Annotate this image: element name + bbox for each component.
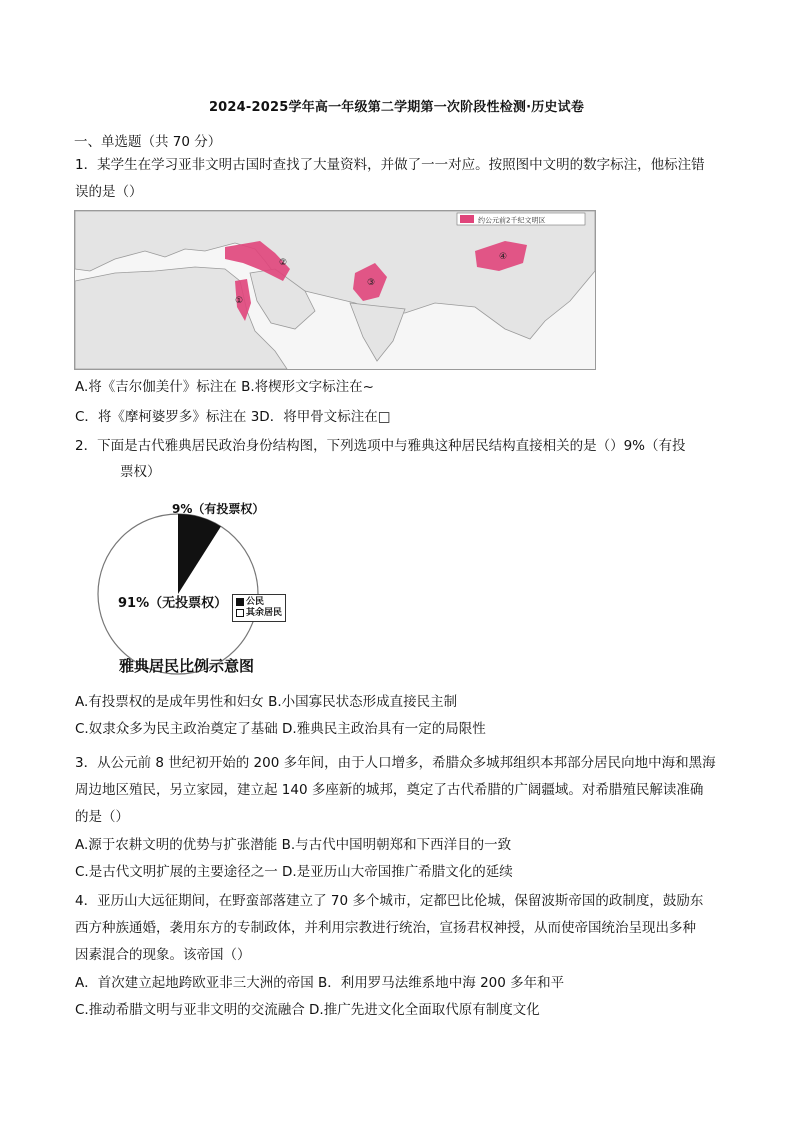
q2-options-ab: A.有投票权的是成年男性和妇女 B.小国寡民状态形成直接民主制	[75, 694, 458, 710]
legend-label-citizens: 公民	[246, 597, 265, 607]
pie-caption: 雅典居民比例示意图	[119, 657, 255, 675]
map-marker-3: ③	[367, 278, 376, 288]
q1-stem-line1: 1．某学生在学习亚非文明古国时查找了大量资料，并做了一一对应。按照图中文明的数字标注，他标注错	[75, 157, 705, 173]
q3-stem-line3: 的是（）	[75, 809, 129, 825]
map-marker-1: ①	[235, 296, 244, 306]
q1-stem-line2: 误的是（）	[75, 184, 143, 200]
legend-swatch-others	[236, 609, 244, 617]
q3-stem-line1: 3．从公元前 8 世纪初开始的 200 多年间，由于人口增多，希腊众多城邦组织本邦部分居民向地中海和黑海	[75, 755, 716, 771]
map-legend-swatch	[460, 215, 474, 223]
q1-options-cd: C．将《摩柯婆罗多》标注在 3D．将甲骨文标注在□	[75, 409, 391, 425]
q4-stem-line3: 因素混合的现象。该帝国（）	[75, 947, 251, 963]
legend-item-others	[236, 608, 282, 619]
q3-options-cd: C.是古代文明扩展的主要途径之一 D.是亚历山大帝国推广希腊文化的延续	[75, 864, 513, 880]
legend-label-others: 其余居民	[246, 608, 283, 618]
q2-options-cd: C.奴隶众多为民主政治奠定了基础 D.雅典民主政治具有一定的局限性	[75, 721, 486, 737]
pie-label-nonvoting: 91%（无投票权）	[118, 596, 228, 611]
q4-stem-line2: 西方种族通婚，袭用东方的专制政体，并利用宗教进行统治，宣扬君权神授，从而使帝国统治呈现出多种	[75, 920, 696, 936]
q3-options-ab: A.源于农耕文明的优势与扩张潜能 B.与古代中国明朝郑和下西洋目的一致	[75, 837, 512, 853]
exam-title: 2024-2025学年高一年级第二学期第一次阶段性检测·历史试卷	[208, 100, 585, 115]
q4-options-ab: A．首次建立起地跨欧亚非三大洲的帝国 B．利用罗马法维系地中海 200 多年和平	[75, 975, 565, 991]
q1-options-ab: A.将《吉尔伽美什》标注在 B.将楔形文字标注在~	[75, 379, 374, 395]
pie-label-voting: 9%（有投票权）	[172, 502, 265, 516]
ancient-civilizations-map	[74, 210, 596, 370]
legend-swatch-citizens	[236, 598, 244, 606]
pie-legend	[232, 594, 286, 622]
q4-stem-line1: 4．亚历山大远征期间，在野蛮部落建立了 70 多个城市，定都巴比伦城，保留波斯帝国的政制度，鼓励东	[75, 893, 704, 909]
q4-options-cd: C.推动希腊文明与亚非文明的交流融合 D.推广先进文化全面取代原有制度文化	[75, 1002, 540, 1018]
map-marker-4: ④	[499, 252, 508, 262]
map-legend-text: 约公元前2千纪文明区	[478, 216, 546, 225]
map-marker-2: ②	[279, 258, 288, 268]
q2-stem-line1: 2．下面是古代雅典居民政治身份结构图，下列选项中与雅典这种居民结构直接相关的是（）9%（有投	[75, 438, 686, 454]
section-heading: 一、单选题（共 70 分）	[74, 134, 222, 150]
q2-stem-line2: 票权）	[120, 464, 161, 480]
q3-stem-line2: 周边地区殖民，另立家园，建立起 140 多座新的城邦，奠定了古代希腊的广阔疆域。对希腊殖民解读准确	[75, 782, 704, 798]
legend-item-citizens	[236, 597, 282, 608]
